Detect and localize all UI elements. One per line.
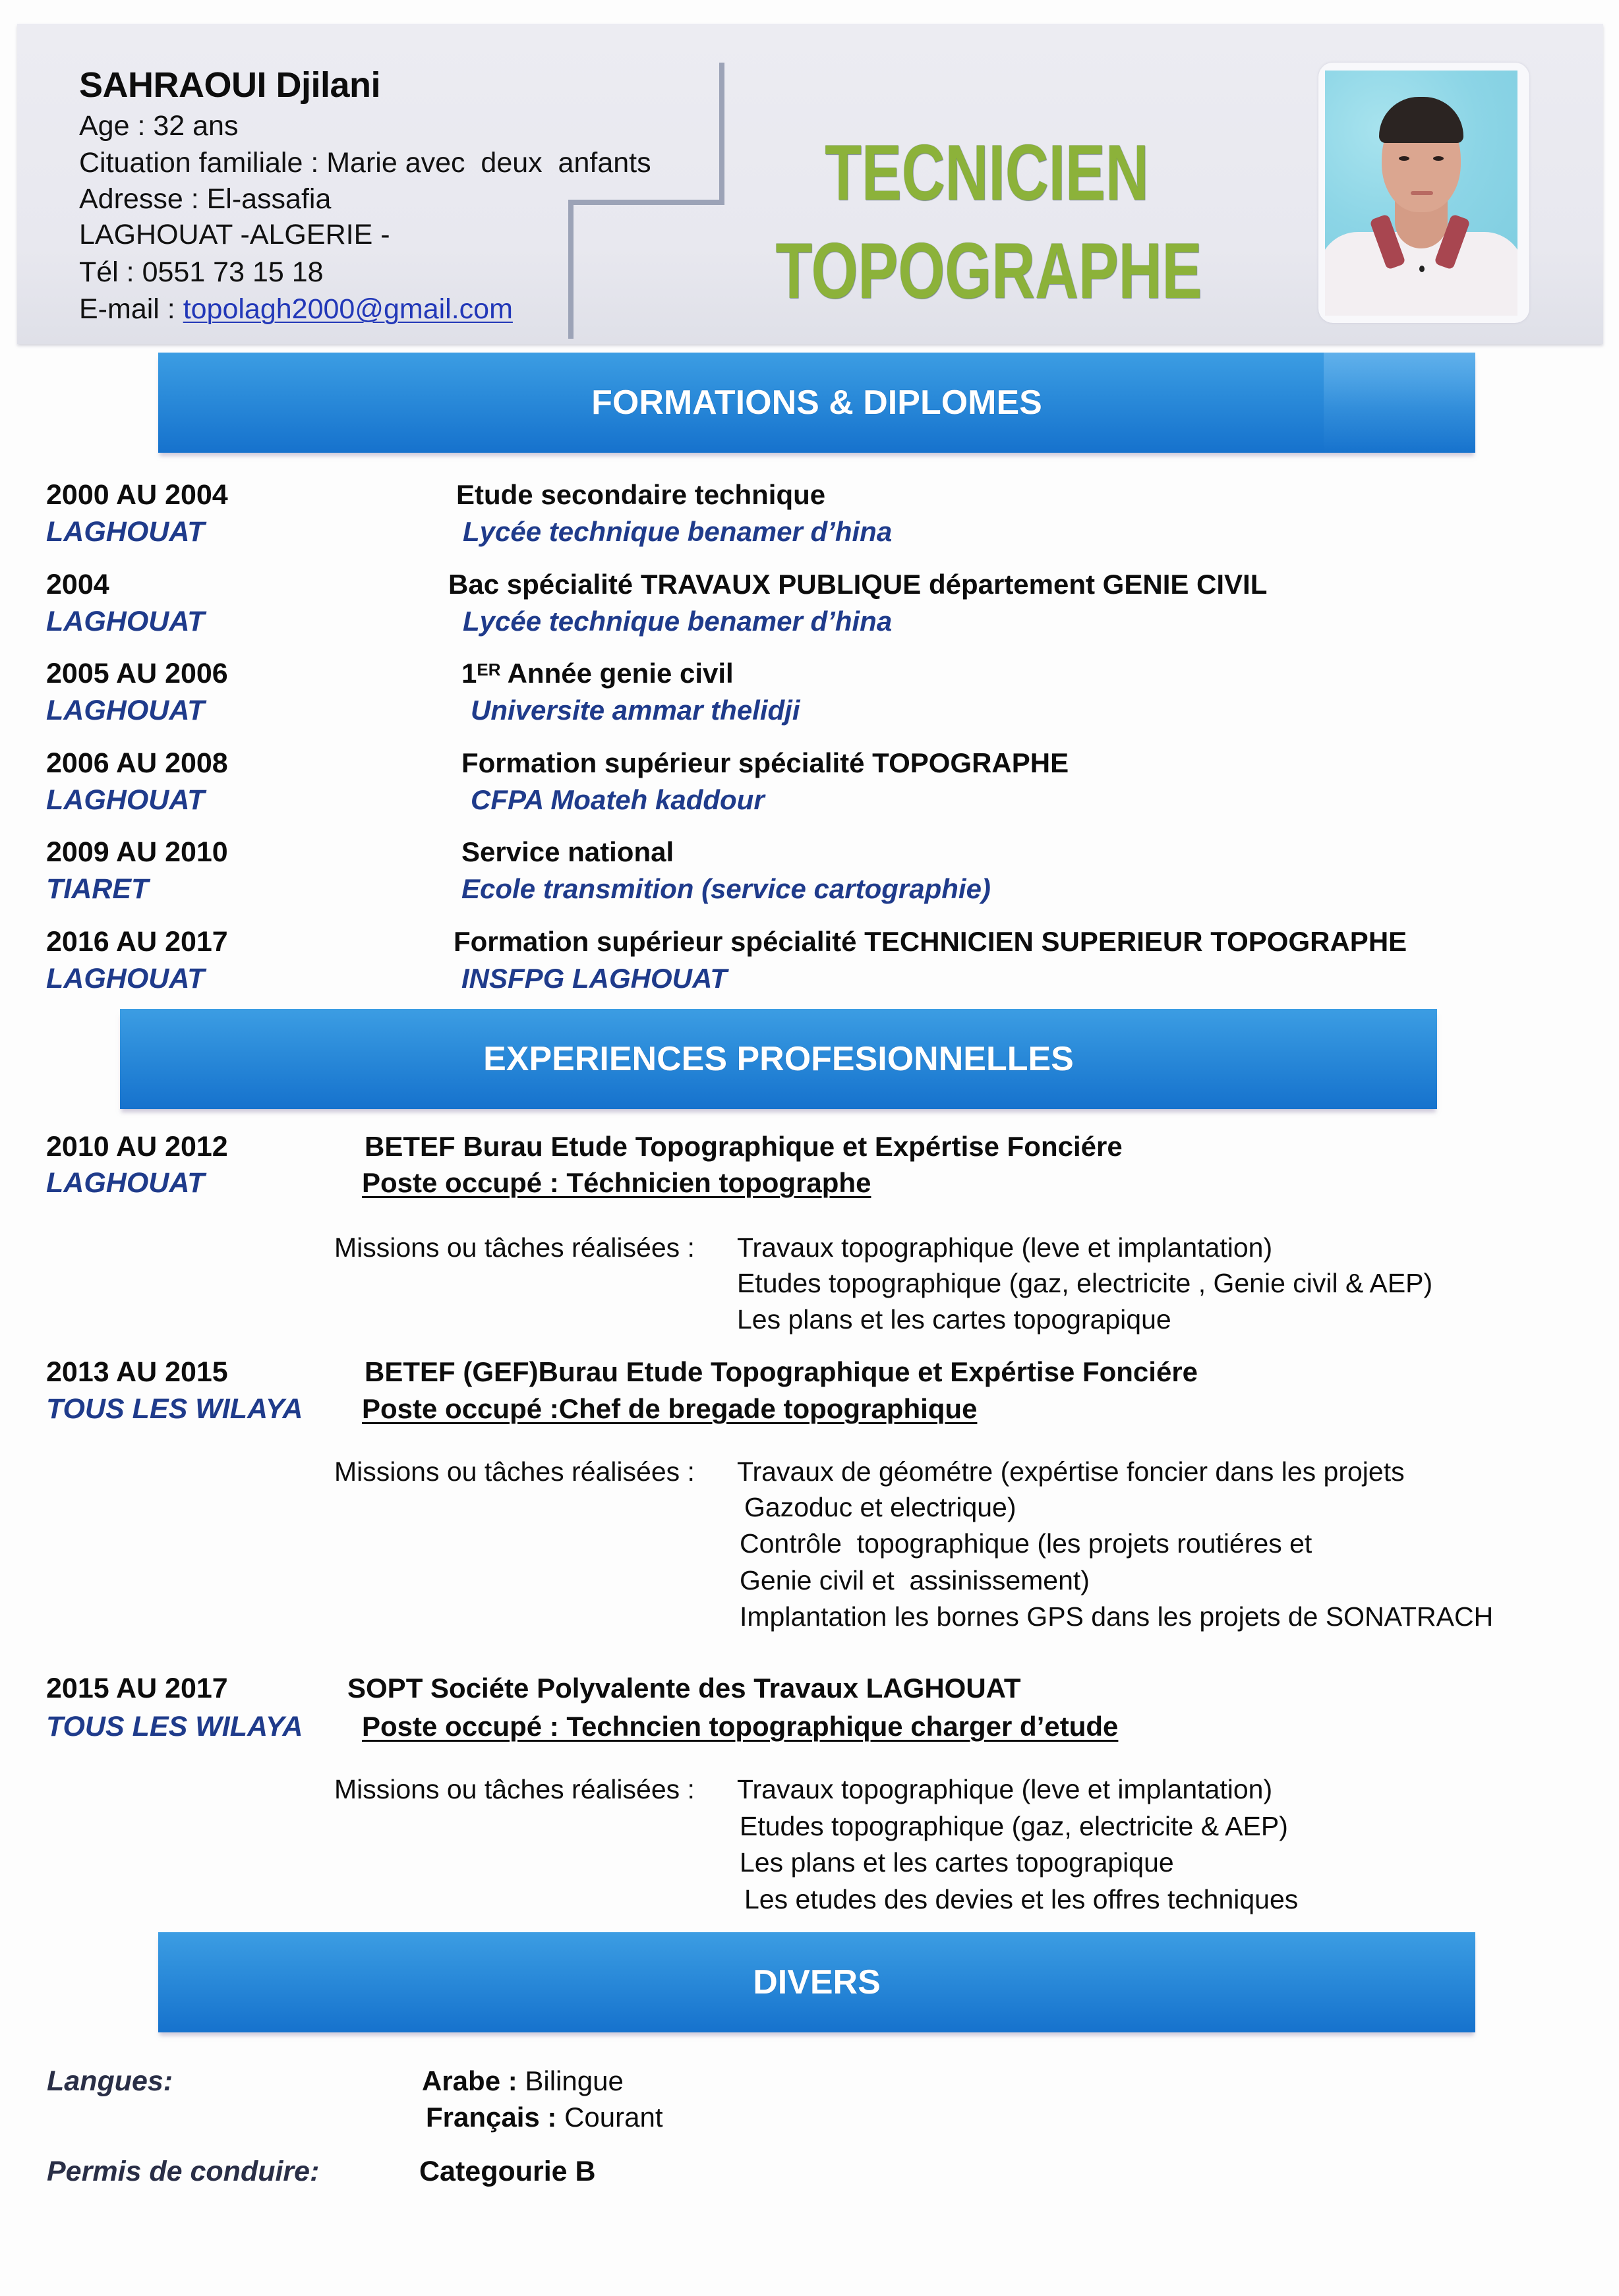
photo-mouth: [1411, 191, 1433, 195]
section-title-formations: FORMATIONS & DIPLOMES: [591, 384, 1042, 422]
photo-eye-left: [1399, 156, 1409, 161]
education-place: LAGHOUAT: [46, 516, 205, 548]
education-title-text: Année genie civil: [500, 658, 734, 689]
education-ordinal: 1: [461, 658, 477, 689]
experience-company: SOPT Sociéte Polyvalente des Travaux LAGHOUAT: [347, 1673, 1021, 1704]
languages-label: Langues:: [47, 2065, 173, 2097]
family-status-line: Cituation familiale : Marie avec deux anfants: [79, 147, 651, 179]
education-title: [461, 655, 734, 692]
education-school: Lycée technique benamer d’hina: [463, 606, 893, 637]
email-label: E-mail :: [79, 293, 183, 325]
missions-label: Missions ou tâches réalisées :: [334, 1774, 703, 1804]
task-item: Les plans et les cartes topograpique: [737, 1304, 1171, 1335]
task-item: Genie civil et assinissement): [740, 1565, 1090, 1595]
language-name: Arabe :: [422, 2065, 517, 2096]
education-place: LAGHOUAT: [46, 606, 205, 637]
education-title: Service national: [461, 836, 674, 867]
divider-line-horizontal: [568, 200, 724, 205]
experience-position: Poste occupé :Chef de bregade topographique: [362, 1393, 978, 1424]
section-title-divers: DIVERS: [753, 1963, 881, 2001]
language-item: [422, 2063, 624, 2100]
job-title-line2: TOPOGRAPHE: [775, 227, 1202, 315]
divider-line-lower: [568, 200, 574, 339]
profile-photo: [1325, 71, 1517, 316]
task-item: Les plans et les cartes topograpique: [740, 1847, 1174, 1878]
photo-shirt-button: [1419, 266, 1425, 272]
city-country-line: LAGHOUAT -ALGERIE -: [79, 219, 390, 250]
address-line: Adresse : El-assafia: [79, 183, 332, 215]
education-title: Formation supérieur spécialité TECHNICIEN SUPERIEUR TOPOGRAPHE: [454, 926, 1407, 957]
education-school: Universite ammar thelidji: [471, 695, 800, 726]
education-place: TIARET: [46, 873, 149, 905]
experience-place: TOUS LES WILAYA: [46, 1393, 303, 1425]
education-dates: 2004: [46, 569, 109, 600]
language-name: Français :: [426, 2102, 557, 2133]
education-place: LAGHOUAT: [46, 784, 205, 816]
experience-dates: 2013 AU 2015: [46, 1356, 228, 1388]
task-item: Travaux de géométre (expértise foncier dans les projets: [737, 1456, 1405, 1487]
education-place: LAGHOUAT: [46, 695, 205, 726]
driving-license-value: Categourie B: [419, 2156, 596, 2187]
experience-dates: 2015 AU 2017: [46, 1673, 228, 1704]
education-school: Ecole transmition (service cartographie): [461, 873, 991, 904]
task-item: Les etudes des devies et les offres techniques: [744, 1884, 1299, 1914]
banner-sheen: [1324, 353, 1475, 453]
task-item: Implantation les bornes GPS dans les projets de SONATRACH: [740, 1601, 1494, 1632]
age-line: Age : 32 ans: [79, 110, 239, 142]
divider-line-upper: [719, 63, 724, 205]
task-item: Gazoduc et electrique): [744, 1492, 1016, 1522]
phone-line: Tél : 0551 73 15 18: [79, 256, 324, 288]
education-dates: 2006 AU 2008: [46, 747, 228, 779]
section-banner-experiences: [120, 1009, 1437, 1109]
missions-label: Missions ou tâches réalisées :: [334, 1232, 703, 1263]
photo-frame: [1318, 63, 1529, 323]
language-level: Bilingue: [517, 2065, 624, 2096]
task-item: Travaux topographique (leve et implantation): [737, 1232, 1273, 1263]
driving-license-label: Permis de conduire:: [47, 2156, 320, 2187]
experience-company: BETEF (GEF)Burau Etude Topographique et Expértise Fonciére: [365, 1356, 1198, 1387]
task-item: Etudes topographique (gaz, electricite , Genie civil & AEP): [737, 1268, 1433, 1298]
section-title-experiences: EXPERIENCES PROFESIONNELLES: [483, 1040, 1074, 1078]
education-title: Etude secondaire technique: [456, 479, 826, 510]
education-ordinal-suffix: ER: [477, 660, 501, 679]
education-dates: 2016 AU 2017: [46, 926, 228, 958]
section-banner-formations: [158, 353, 1475, 453]
email-line: [79, 291, 513, 328]
task-item: Travaux topographique (leve et implantation): [737, 1774, 1273, 1804]
education-dates: 2009 AU 2010: [46, 836, 228, 868]
email-link[interactable]: topolagh2000@gmail.com: [183, 293, 513, 325]
education-place: LAGHOUAT: [46, 963, 205, 994]
education-title: Bac spécialité TRAVAUX PUBLIQUE département GENIE CIVIL: [448, 569, 1268, 600]
education-dates: 2000 AU 2004: [46, 479, 228, 511]
language-level: Courant: [556, 2102, 663, 2133]
experience-place: TOUS LES WILAYA: [46, 1711, 303, 1742]
missions-label: Missions ou tâches réalisées :: [334, 1456, 703, 1487]
education-title: Formation supérieur spécialité TOPOGRAPHE: [461, 747, 1069, 778]
experience-place: LAGHOUAT: [46, 1167, 205, 1199]
experience-position: Poste occupé : Techncien topographique charger d’etude: [362, 1711, 1119, 1742]
education-school: CFPA Moateh kaddour: [471, 784, 765, 815]
education-school: INSFPG LAGHOUAT: [461, 963, 727, 994]
task-item: Etudes topographique (gaz, electricite & AEP): [740, 1811, 1288, 1841]
education-school: Lycée technique benamer d’hina: [463, 516, 893, 547]
task-item: Contrôle topographique (les projets routiéres et: [740, 1528, 1312, 1559]
candidate-name: SAHRAOUI Djilani: [79, 65, 381, 105]
job-title-line1: TECNICIEN: [825, 129, 1149, 217]
photo-eye-right: [1433, 156, 1444, 161]
education-dates: 2005 AU 2006: [46, 658, 228, 689]
section-banner-divers: [158, 1932, 1475, 2032]
experience-position: Poste occupé : Téchnicien topographe: [362, 1167, 871, 1198]
experience-company: BETEF Burau Etude Topographique et Expértise Fonciére: [365, 1131, 1123, 1162]
experience-dates: 2010 AU 2012: [46, 1131, 228, 1162]
language-item: [426, 2099, 663, 2136]
